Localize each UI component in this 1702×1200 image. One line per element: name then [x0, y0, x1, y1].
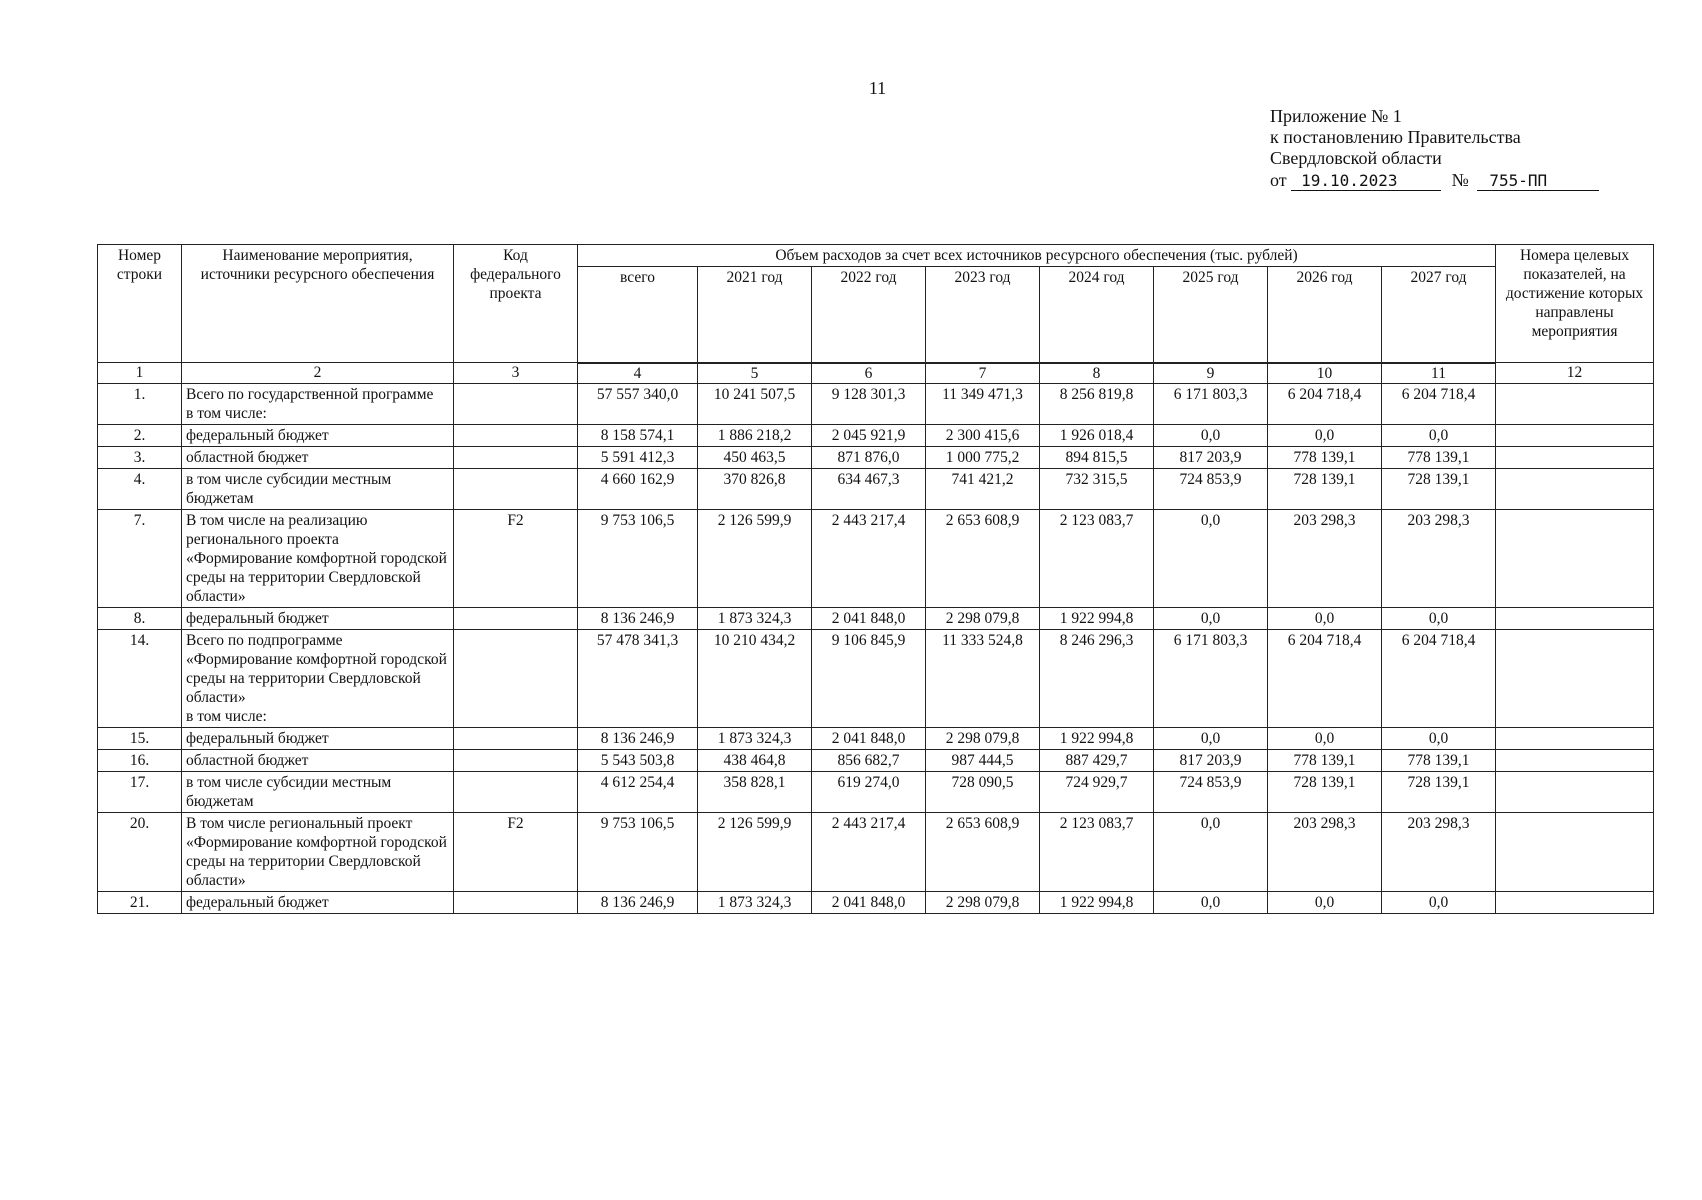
- value-2021-cell: 1 873 324,3: [698, 891, 812, 913]
- row-number-cell: 20.: [98, 812, 182, 891]
- table-row: [98, 607, 1654, 629]
- value-2027-cell: 203 298,3: [1382, 509, 1496, 607]
- name-cell: в том числе субсидии местным бюджетам: [182, 771, 454, 812]
- value-2024-cell: 1 926 018,4: [1040, 424, 1154, 446]
- table-row: [98, 749, 1654, 771]
- total-cell: 4 612 254,4: [578, 771, 698, 812]
- appendix-date-number: [1270, 170, 1599, 191]
- column-number: 9: [1154, 363, 1268, 384]
- name-cell: федеральный бюджет: [182, 424, 454, 446]
- targets-cell: [1496, 424, 1654, 446]
- table-row: [98, 424, 1654, 446]
- value-2022-cell: 2 443 217,4: [812, 812, 926, 891]
- column-number: 3: [454, 363, 578, 384]
- name-cell: Всего по подпрограмме «Формирование комфортной городской среды на территории Свердловской области» в том числе:: [182, 629, 454, 727]
- column-number: 6: [812, 363, 926, 384]
- page-number: 11: [868, 78, 887, 98]
- code-cell: [454, 749, 578, 771]
- value-2026-cell: 728 139,1: [1268, 771, 1382, 812]
- value-2027-cell: 778 139,1: [1382, 749, 1496, 771]
- header-2025: 2025 год: [1154, 267, 1268, 363]
- value-2022-cell: 9 106 845,9: [812, 629, 926, 727]
- name-cell: федеральный бюджет: [182, 891, 454, 913]
- total-cell: 57 478 341,3: [578, 629, 698, 727]
- row-number-cell: 3.: [98, 446, 182, 468]
- total-cell: 8 136 246,9: [578, 607, 698, 629]
- value-2025-cell: 724 853,9: [1154, 468, 1268, 509]
- value-2022-cell: 2 041 848,0: [812, 607, 926, 629]
- value-2021-cell: 450 463,5: [698, 446, 812, 468]
- value-2021-cell: 2 126 599,9: [698, 812, 812, 891]
- value-2023-cell: 2 298 079,8: [926, 607, 1040, 629]
- appendix-block: [1270, 106, 1599, 191]
- header-volume: Объем расходов за счет всех источников ресурсного обеспечения (тыс. рублей): [578, 245, 1496, 267]
- value-2024-cell: 1 922 994,8: [1040, 727, 1154, 749]
- value-2022-cell: 871 876,0: [812, 446, 926, 468]
- value-2021-cell: 370 826,8: [698, 468, 812, 509]
- value-2022-cell: 9 128 301,3: [812, 383, 926, 424]
- table-row: [98, 446, 1654, 468]
- value-2025-cell: 0,0: [1154, 812, 1268, 891]
- value-2027-cell: 778 139,1: [1382, 446, 1496, 468]
- budget-table: [97, 244, 1654, 914]
- code-cell: [454, 424, 578, 446]
- targets-cell: [1496, 607, 1654, 629]
- table-row: [98, 629, 1654, 727]
- column-number: 1: [98, 363, 182, 384]
- code-cell: [454, 727, 578, 749]
- value-2026-cell: 778 139,1: [1268, 446, 1382, 468]
- value-2023-cell: 2 298 079,8: [926, 891, 1040, 913]
- value-2023-cell: 11 333 524,8: [926, 629, 1040, 727]
- value-2023-cell: 2 653 608,9: [926, 812, 1040, 891]
- row-number-cell: 4.: [98, 468, 182, 509]
- value-2022-cell: 856 682,7: [812, 749, 926, 771]
- value-2021-cell: 1 873 324,3: [698, 727, 812, 749]
- value-2025-cell: 0,0: [1154, 727, 1268, 749]
- value-2023-cell: 11 349 471,3: [926, 383, 1040, 424]
- header-2024: 2024 год: [1040, 267, 1154, 363]
- total-cell: 57 557 340,0: [578, 383, 698, 424]
- date-prefix: от: [1270, 170, 1287, 190]
- value-2025-cell: 724 853,9: [1154, 771, 1268, 812]
- value-2025-cell: 0,0: [1154, 607, 1268, 629]
- table-row: [98, 468, 1654, 509]
- value-2027-cell: 0,0: [1382, 607, 1496, 629]
- name-cell: федеральный бюджет: [182, 607, 454, 629]
- value-2026-cell: 203 298,3: [1268, 812, 1382, 891]
- row-number-cell: 17.: [98, 771, 182, 812]
- value-2021-cell: 438 464,8: [698, 749, 812, 771]
- name-cell: В том числе на реализацию регионального проекта «Формирование комфортной городской среды на территории Свердловской области»: [182, 509, 454, 607]
- table-row: [98, 891, 1654, 913]
- table-row: [98, 509, 1654, 607]
- value-2024-cell: 732 315,5: [1040, 468, 1154, 509]
- value-2026-cell: 0,0: [1268, 424, 1382, 446]
- value-2021-cell: 358 828,1: [698, 771, 812, 812]
- value-2025-cell: 817 203,9: [1154, 749, 1268, 771]
- header-2021: 2021 год: [698, 267, 812, 363]
- table-row: [98, 771, 1654, 812]
- value-2027-cell: 6 204 718,4: [1382, 383, 1496, 424]
- value-2023-cell: 2 298 079,8: [926, 727, 1040, 749]
- header-2027: 2027 год: [1382, 267, 1496, 363]
- total-cell: 8 158 574,1: [578, 424, 698, 446]
- table-row: [98, 383, 1654, 424]
- column-number: 11: [1382, 363, 1496, 384]
- targets-cell: [1496, 812, 1654, 891]
- total-cell: 4 660 162,9: [578, 468, 698, 509]
- appendix-title: Приложение № 1: [1270, 106, 1402, 126]
- column-number: 5: [698, 363, 812, 384]
- appendix-resolution: к постановлению Правительства: [1270, 127, 1521, 147]
- header-code: Код федерального проекта: [454, 245, 578, 363]
- value-2024-cell: 894 815,5: [1040, 446, 1154, 468]
- value-2025-cell: 6 171 803,3: [1154, 629, 1268, 727]
- value-2024-cell: 887 429,7: [1040, 749, 1154, 771]
- value-2025-cell: 0,0: [1154, 509, 1268, 607]
- table-row: [98, 812, 1654, 891]
- value-2022-cell: 619 274,0: [812, 771, 926, 812]
- value-2024-cell: 1 922 994,8: [1040, 607, 1154, 629]
- row-number-cell: 16.: [98, 749, 182, 771]
- total-cell: 8 136 246,9: [578, 891, 698, 913]
- table-row: [98, 727, 1654, 749]
- value-2022-cell: 2 045 921,9: [812, 424, 926, 446]
- value-2027-cell: 0,0: [1382, 891, 1496, 913]
- code-cell: F2: [454, 812, 578, 891]
- appendix-region: Свердловской области: [1270, 148, 1442, 168]
- column-number: 10: [1268, 363, 1382, 384]
- value-2025-cell: 6 171 803,3: [1154, 383, 1268, 424]
- code-cell: F2: [454, 509, 578, 607]
- value-2025-cell: 0,0: [1154, 424, 1268, 446]
- table-body: [98, 363, 1654, 914]
- targets-cell: [1496, 727, 1654, 749]
- value-2022-cell: 634 467,3: [812, 468, 926, 509]
- row-number-cell: 21.: [98, 891, 182, 913]
- targets-cell: [1496, 509, 1654, 607]
- value-2024-cell: 2 123 083,7: [1040, 509, 1154, 607]
- value-2027-cell: 728 139,1: [1382, 468, 1496, 509]
- header-row-number: Номер строки: [98, 245, 182, 363]
- value-2024-cell: 1 922 994,8: [1040, 891, 1154, 913]
- resolution-date: 19.10.2023: [1291, 172, 1441, 191]
- total-cell: 5 543 503,8: [578, 749, 698, 771]
- targets-cell: [1496, 629, 1654, 727]
- value-2026-cell: 203 298,3: [1268, 509, 1382, 607]
- value-2025-cell: 0,0: [1154, 891, 1268, 913]
- name-cell: областной бюджет: [182, 446, 454, 468]
- value-2023-cell: 987 444,5: [926, 749, 1040, 771]
- targets-cell: [1496, 891, 1654, 913]
- column-number-row: [98, 363, 1654, 384]
- value-2022-cell: 2 041 848,0: [812, 727, 926, 749]
- code-cell: [454, 771, 578, 812]
- value-2022-cell: 2 041 848,0: [812, 891, 926, 913]
- value-2026-cell: 728 139,1: [1268, 468, 1382, 509]
- value-2027-cell: 0,0: [1382, 424, 1496, 446]
- value-2027-cell: 728 139,1: [1382, 771, 1496, 812]
- value-2021-cell: 2 126 599,9: [698, 509, 812, 607]
- total-cell: 9 753 106,5: [578, 509, 698, 607]
- value-2021-cell: 1 873 324,3: [698, 607, 812, 629]
- targets-cell: [1496, 771, 1654, 812]
- row-number-cell: 14.: [98, 629, 182, 727]
- name-cell: областной бюджет: [182, 749, 454, 771]
- code-cell: [454, 446, 578, 468]
- value-2021-cell: 10 241 507,5: [698, 383, 812, 424]
- value-2023-cell: 2 300 415,6: [926, 424, 1040, 446]
- column-number: 2: [182, 363, 454, 384]
- value-2026-cell: 6 204 718,4: [1268, 383, 1382, 424]
- total-cell: 8 136 246,9: [578, 727, 698, 749]
- value-2026-cell: 0,0: [1268, 727, 1382, 749]
- header-2026: 2026 год: [1268, 267, 1382, 363]
- total-cell: 5 591 412,3: [578, 446, 698, 468]
- header-name: Наименование мероприятия, источники ресурсного обеспечения: [182, 245, 454, 363]
- value-2023-cell: 728 090,5: [926, 771, 1040, 812]
- value-2024-cell: 8 256 819,8: [1040, 383, 1154, 424]
- column-number: 12: [1496, 363, 1654, 384]
- total-cell: 9 753 106,5: [578, 812, 698, 891]
- row-number-cell: 15.: [98, 727, 182, 749]
- value-2026-cell: 0,0: [1268, 891, 1382, 913]
- code-cell: [454, 629, 578, 727]
- header-2023: 2023 год: [926, 267, 1040, 363]
- row-number-cell: 7.: [98, 509, 182, 607]
- value-2025-cell: 817 203,9: [1154, 446, 1268, 468]
- value-2026-cell: 0,0: [1268, 607, 1382, 629]
- value-2024-cell: 724 929,7: [1040, 771, 1154, 812]
- code-cell: [454, 607, 578, 629]
- name-cell: Всего по государственной программе в том числе:: [182, 383, 454, 424]
- row-number-cell: 1.: [98, 383, 182, 424]
- value-2022-cell: 2 443 217,4: [812, 509, 926, 607]
- code-cell: [454, 383, 578, 424]
- value-2021-cell: 1 886 218,2: [698, 424, 812, 446]
- row-number-cell: 8.: [98, 607, 182, 629]
- column-number: 8: [1040, 363, 1154, 384]
- value-2027-cell: 0,0: [1382, 727, 1496, 749]
- header-total: всего: [578, 267, 698, 363]
- value-2027-cell: 6 204 718,4: [1382, 629, 1496, 727]
- header-2022: 2022 год: [812, 267, 926, 363]
- value-2021-cell: 10 210 434,2: [698, 629, 812, 727]
- value-2026-cell: 778 139,1: [1268, 749, 1382, 771]
- name-cell: в том числе субсидии местным бюджетам: [182, 468, 454, 509]
- code-cell: [454, 891, 578, 913]
- value-2026-cell: 6 204 718,4: [1268, 629, 1382, 727]
- targets-cell: [1496, 468, 1654, 509]
- value-2023-cell: 741 421,2: [926, 468, 1040, 509]
- targets-cell: [1496, 446, 1654, 468]
- column-number: 4: [578, 363, 698, 384]
- targets-cell: [1496, 749, 1654, 771]
- resolution-number: 755-ПП: [1477, 172, 1599, 191]
- column-number: 7: [926, 363, 1040, 384]
- value-2027-cell: 203 298,3: [1382, 812, 1496, 891]
- row-number-cell: 2.: [98, 424, 182, 446]
- value-2024-cell: 2 123 083,7: [1040, 812, 1154, 891]
- value-2023-cell: 2 653 608,9: [926, 509, 1040, 607]
- value-2023-cell: 1 000 775,2: [926, 446, 1040, 468]
- targets-cell: [1496, 383, 1654, 424]
- code-cell: [454, 468, 578, 509]
- name-cell: федеральный бюджет: [182, 727, 454, 749]
- number-prefix: №: [1451, 170, 1469, 190]
- value-2024-cell: 8 246 296,3: [1040, 629, 1154, 727]
- header-targets: Номера целевых показателей, на достижение которых направлены мероприятия: [1496, 245, 1654, 363]
- name-cell: В том числе региональный проект «Формирование комфортной городской среды на территории Свердловской области»: [182, 812, 454, 891]
